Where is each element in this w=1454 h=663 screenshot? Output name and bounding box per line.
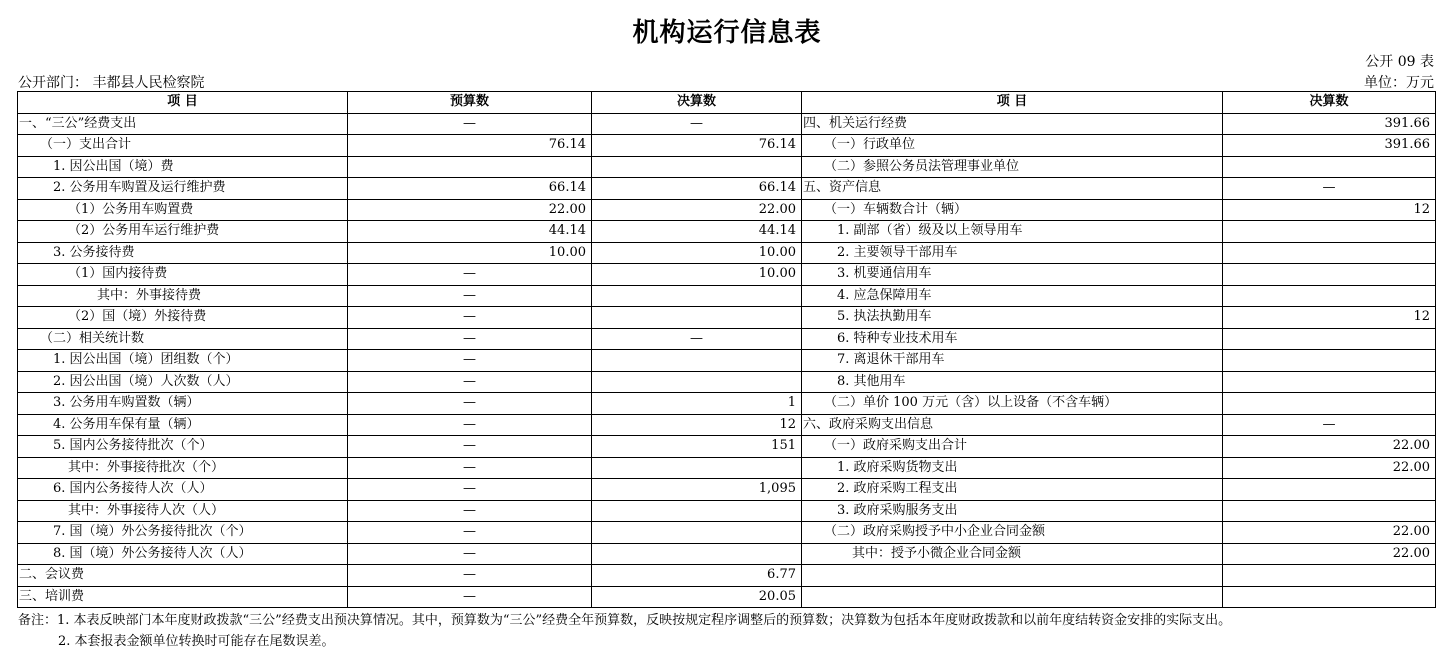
left-item: （2）国（境）外接待费 xyxy=(18,307,348,329)
budget-value: — xyxy=(348,285,592,307)
budget-value: 44.14 xyxy=(348,221,592,243)
right-item: （二）政府采购授予中小企业合同金额 xyxy=(802,522,1223,544)
left-item: 一、“三公”经费支出 xyxy=(18,113,348,135)
right-final-value: 391.66 xyxy=(1223,135,1436,157)
budget-value: — xyxy=(348,522,592,544)
right-final-value xyxy=(1223,371,1436,393)
header-budget: 预算数 xyxy=(348,92,592,114)
left-item: （2）公务用车运行维护费 xyxy=(18,221,348,243)
right-final-value xyxy=(1223,350,1436,372)
left-item: 2. 公务用车购置及运行维护费 xyxy=(18,178,348,200)
table-row xyxy=(18,221,1436,243)
right-final-value xyxy=(1223,285,1436,307)
left-item: 2. 因公出国（境）人次数（人） xyxy=(18,371,348,393)
right-final-value: — xyxy=(1223,414,1436,436)
right-final-value: 22.00 xyxy=(1223,436,1436,458)
right-item: 3. 政府采购服务支出 xyxy=(802,500,1223,522)
table-row xyxy=(18,414,1436,436)
left-item: 1. 因公出国（境）费 xyxy=(18,156,348,178)
left-item: 三、培训费 xyxy=(18,586,348,608)
final-value: 10.00 xyxy=(592,242,802,264)
table-row xyxy=(18,350,1436,372)
table-row xyxy=(18,500,1436,522)
budget-value: — xyxy=(348,457,592,479)
table-row xyxy=(18,543,1436,565)
left-item: 7. 国（境）外公务接待批次（个） xyxy=(18,522,348,544)
budget-value: — xyxy=(348,393,592,415)
left-item: 二、会议费 xyxy=(18,565,348,587)
table-row xyxy=(18,328,1436,350)
final-value: — xyxy=(592,113,802,135)
right-item: 8. 其他用车 xyxy=(802,371,1223,393)
header-item: 项 目 xyxy=(18,92,348,114)
unit-label: 单位：万元 xyxy=(1364,75,1434,91)
table-row xyxy=(18,264,1436,286)
right-final-value: 22.00 xyxy=(1223,522,1436,544)
note-2: 2. 本套报表金额单位转换时可能存在尾数误差。 xyxy=(58,634,335,649)
final-value: 20.05 xyxy=(592,586,802,608)
final-value xyxy=(592,350,802,372)
right-item: （二）参照公务员法管理事业单位 xyxy=(802,156,1223,178)
table-row xyxy=(18,371,1436,393)
right-final-value: 22.00 xyxy=(1223,543,1436,565)
budget-value: — xyxy=(348,500,592,522)
final-value: 1,095 xyxy=(592,479,802,501)
right-final-value: 391.66 xyxy=(1223,113,1436,135)
right-final-value xyxy=(1223,565,1436,587)
budget-value: 76.14 xyxy=(348,135,592,157)
right-final-value: 22.00 xyxy=(1223,457,1436,479)
left-item: 其中：外事接待批次（个） xyxy=(18,457,348,479)
right-item: 6. 特种专业技术用车 xyxy=(802,328,1223,350)
right-final-value xyxy=(1223,221,1436,243)
left-item: （1）国内接待费 xyxy=(18,264,348,286)
right-item: 5. 执法执勤用车 xyxy=(802,307,1223,329)
right-item xyxy=(802,586,1223,608)
budget-value: — xyxy=(348,350,592,372)
right-item: （一）行政单位 xyxy=(802,135,1223,157)
budget-value: — xyxy=(348,543,592,565)
final-value: 44.14 xyxy=(592,221,802,243)
left-item: 1. 因公出国（境）团组数（个） xyxy=(18,350,348,372)
budget-value: — xyxy=(348,113,592,135)
right-item: 7. 离退休干部用车 xyxy=(802,350,1223,372)
left-item: 5. 国内公务接待批次（个） xyxy=(18,436,348,458)
final-value: 76.14 xyxy=(592,135,802,157)
page-title: 机构运行信息表 xyxy=(632,18,822,48)
budget-value: — xyxy=(348,414,592,436)
right-item: 五、资产信息 xyxy=(802,178,1223,200)
budget-value: — xyxy=(348,328,592,350)
right-final-value xyxy=(1223,586,1436,608)
header-final: 决算数 xyxy=(592,92,802,114)
table-row xyxy=(18,436,1436,458)
right-item: 1. 政府采购货物支出 xyxy=(802,457,1223,479)
final-value: 10.00 xyxy=(592,264,802,286)
note-1: 备注：1. 本表反映部门本年度财政拨款“三公”经费支出预决算情况。其中，预算数为“三公”经费全年预算数，反映按规定程序调整后的预算数；决算数为包括本年度财政拨款和以前年度结转资金安排的实际支出。 xyxy=(18,613,1232,628)
right-item: 3. 机要通信用车 xyxy=(802,264,1223,286)
table-row xyxy=(18,393,1436,415)
right-item: 4. 应急保障用车 xyxy=(802,285,1223,307)
right-final-value xyxy=(1223,264,1436,286)
final-value xyxy=(592,285,802,307)
right-item: 2. 政府采购工程支出 xyxy=(802,479,1223,501)
right-item: 其中：授予小微企业合同金额 xyxy=(802,543,1223,565)
right-item: 六、政府采购支出信息 xyxy=(802,414,1223,436)
budget-value: — xyxy=(348,307,592,329)
final-value xyxy=(592,522,802,544)
table-row xyxy=(18,457,1436,479)
final-value xyxy=(592,156,802,178)
budget-value: 22.00 xyxy=(348,199,592,221)
table-header-row xyxy=(18,92,1436,114)
table-row xyxy=(18,199,1436,221)
left-item: 4. 公务用车保有量（辆） xyxy=(18,414,348,436)
right-final-value xyxy=(1223,242,1436,264)
right-item: 1. 副部（省）级及以上领导用车 xyxy=(802,221,1223,243)
right-item: （二）单价 100 万元（含）以上设备（不含车辆） xyxy=(802,393,1223,415)
left-item: 3. 公务用车购置数（辆） xyxy=(18,393,348,415)
table-row xyxy=(18,479,1436,501)
table-row xyxy=(18,242,1436,264)
final-value xyxy=(592,500,802,522)
budget-value: — xyxy=(348,479,592,501)
header-item-right: 项 目 xyxy=(802,92,1223,114)
left-item: （1）公务用车购置费 xyxy=(18,199,348,221)
left-item: （二）相关统计数 xyxy=(18,328,348,350)
right-item: （一）政府采购支出合计 xyxy=(802,436,1223,458)
budget-value: — xyxy=(348,586,592,608)
left-item: 其中：外事接待费 xyxy=(18,285,348,307)
final-value: 6.77 xyxy=(592,565,802,587)
final-value: — xyxy=(592,328,802,350)
budget-value: — xyxy=(348,371,592,393)
operation-info-table xyxy=(17,91,1436,608)
left-item: 6. 国内公务接待人次（人） xyxy=(18,479,348,501)
table-row xyxy=(18,113,1436,135)
right-item: 2. 主要领导干部用车 xyxy=(802,242,1223,264)
right-final-value: 12 xyxy=(1223,307,1436,329)
table-row xyxy=(18,307,1436,329)
final-value xyxy=(592,543,802,565)
table-row xyxy=(18,565,1436,587)
left-item: 3. 公务接待费 xyxy=(18,242,348,264)
department-label: 公开部门： 丰都县人民检察院 xyxy=(18,75,205,91)
budget-value: — xyxy=(348,264,592,286)
header-final-right: 决算数 xyxy=(1223,92,1436,114)
right-final-value xyxy=(1223,393,1436,415)
final-value: 66.14 xyxy=(592,178,802,200)
final-value: 12 xyxy=(592,414,802,436)
table-row xyxy=(18,586,1436,608)
budget-value: — xyxy=(348,565,592,587)
table-row xyxy=(18,522,1436,544)
left-item: 8. 国（境）外公务接待人次（人） xyxy=(18,543,348,565)
budget-value: 66.14 xyxy=(348,178,592,200)
final-value: 1 xyxy=(592,393,802,415)
right-final-value xyxy=(1223,500,1436,522)
right-item: 四、机关运行经费 xyxy=(802,113,1223,135)
right-final-value xyxy=(1223,156,1436,178)
budget-value: — xyxy=(348,436,592,458)
final-value: 22.00 xyxy=(592,199,802,221)
form-number: 公开 09 表 xyxy=(1365,54,1434,70)
right-item: （一）车辆数合计（辆） xyxy=(802,199,1223,221)
right-final-value: — xyxy=(1223,178,1436,200)
budget-value xyxy=(348,156,592,178)
final-value: 151 xyxy=(592,436,802,458)
right-item xyxy=(802,565,1223,587)
right-final-value xyxy=(1223,479,1436,501)
table-row xyxy=(18,285,1436,307)
table-row xyxy=(18,135,1436,157)
table-body xyxy=(18,113,1436,608)
final-value xyxy=(592,307,802,329)
notes xyxy=(18,610,1231,652)
final-value xyxy=(592,371,802,393)
table-row xyxy=(18,156,1436,178)
right-final-value xyxy=(1223,328,1436,350)
left-item: （一）支出合计 xyxy=(18,135,348,157)
table-row xyxy=(18,178,1436,200)
left-item: 其中：外事接待人次（人） xyxy=(18,500,348,522)
final-value xyxy=(592,457,802,479)
right-final-value: 12 xyxy=(1223,199,1436,221)
budget-value: 10.00 xyxy=(348,242,592,264)
